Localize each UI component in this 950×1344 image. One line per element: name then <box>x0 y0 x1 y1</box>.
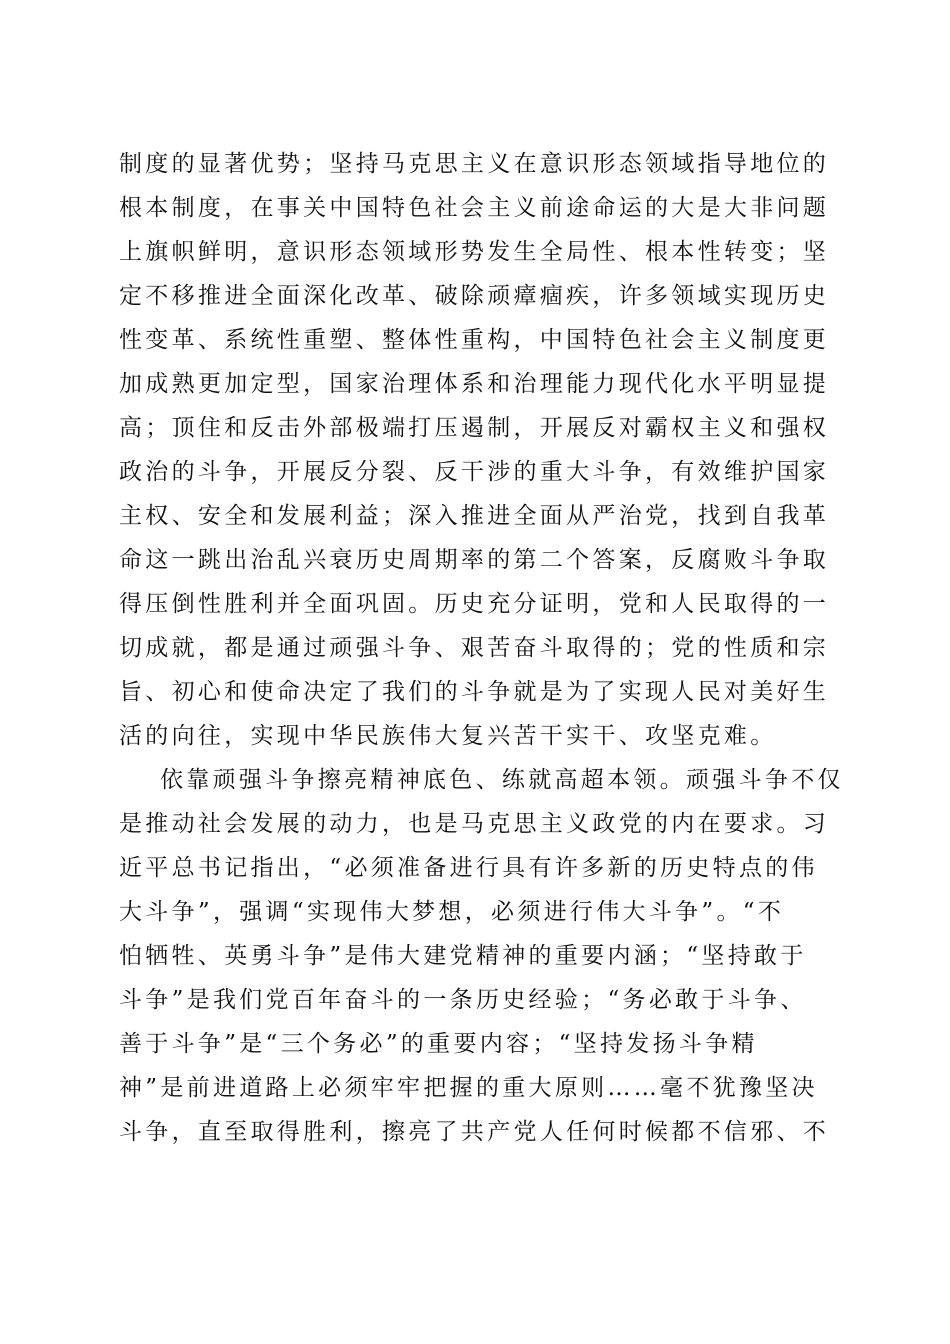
text-line: 近平总书记指出，“必须准备进行具有许多新的历史特点的伟 <box>119 855 818 881</box>
text-line: 怕牺牲、英勇斗争”是伟大建党精神的重要内涵；“坚持敢于 <box>119 943 807 969</box>
text-line: 斗争，直至取得胜利，擦亮了共产党人任何时候都不信邪、不 <box>119 1119 830 1145</box>
text-line: 主权、安全和发展利益；深入推进全面从严治党，找到自我革 <box>119 503 830 529</box>
paragraph-1 <box>119 142 831 758</box>
text-line: 命这一跳出治乱兴衰历史周期率的第二个答案，反腐败斗争取 <box>119 547 830 573</box>
text-line-indented: 依靠顽强斗争擦亮精神底色、练就高超本领。顽强斗争不仅 <box>160 767 844 793</box>
text-line: 上旗帜鲜明，意识形态领域形势发生全局性、根本性转变；坚 <box>119 239 830 265</box>
paragraph-2 <box>119 758 844 1154</box>
text-line: 制度的显著优势；坚持马克思主义在意识形态领域指导地位的 <box>119 151 830 177</box>
text-line: 加成熟更加定型，国家治理体系和治理能力现代化水平明显提 <box>119 371 830 397</box>
text-line: 斗争”是我们党百年奋斗的一条历史经验；“务必敢于斗争、 <box>119 987 807 1013</box>
text-line: 性变革、系统性重塑、整体性重构，中国特色社会主义制度更 <box>119 327 830 353</box>
text-line: 切成就，都是通过顽强斗争、艰苦奋斗取得的；党的性质和宗 <box>119 635 830 661</box>
document-body <box>119 142 844 1154</box>
text-line: 善于斗争”是“三个务必”的重要内容；“坚持发扬斗争精 <box>119 1031 758 1057</box>
text-line: 政治的斗争，开展反分裂、反干涉的重大斗争，有效维护国家 <box>119 459 830 485</box>
text-line: 得压倒性胜利并全面巩固。历史充分证明，党和人民取得的一 <box>119 591 830 617</box>
text-line: 是推动社会发展的动力，也是马克思主义政党的内在要求。习 <box>119 811 830 837</box>
text-line: 高；顶住和反击外部极端打压遏制，开展反对霸权主义和强权 <box>119 415 830 441</box>
text-line: 神”是前进道路上必须牢牢把握的重大原则……毫不犹豫坚决 <box>119 1075 818 1101</box>
text-line: 大斗争”，强调“实现伟大梦想，必须进行伟大斗争”。“不 <box>119 899 785 925</box>
text-line: 旨、初心和使命决定了我们的斗争就是为了实现人民对美好生 <box>119 679 830 705</box>
text-line: 活的向往，实现中华民族伟大复兴苦干实干、攻坚克难。 <box>119 723 777 749</box>
text-line: 根本制度，在事关中国特色社会主义前途命运的大是大非问题 <box>119 195 830 221</box>
text-line: 定不移推进全面深化改革、破除顽瘴痼疾，许多领域实现历史 <box>119 283 830 309</box>
